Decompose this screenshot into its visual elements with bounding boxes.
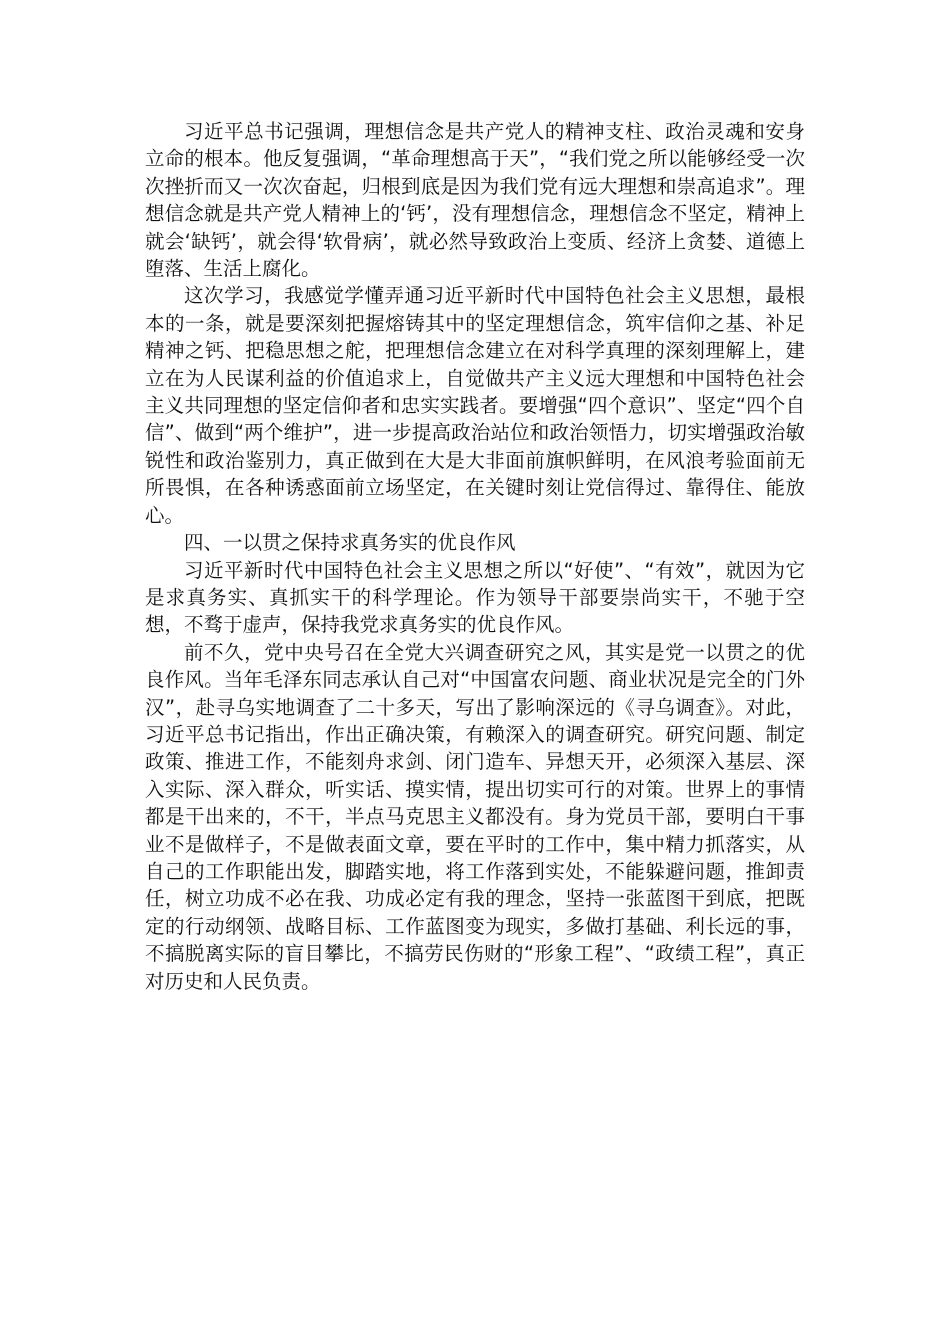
paragraph-practical-theory: 习近平新时代中国特色社会主义思想之所以“好使”、“有效”，就因为它是求真务实、真抓实干的科学理论。作为领导干部要崇尚实干，不驰于空想，不骛于虚声，保持我党求真务实的优良作风。: [145, 558, 805, 637]
section-heading: 四、一以贯之保持求真务实的优良作风: [184, 531, 516, 555]
document-body: [145, 118, 805, 995]
paragraph-study-reflection: 这次学习，我感觉学懂弄通习近平新时代中国特色社会主义思想，最根本的一条，就是要深刻把握熔铸其中的坚定理想信念，筑牢信仰之基、补足精神之钙、把稳思想之舵，把理想信念建立在对科学真理的深刻理解上，建立在为人民谋利益的价值追求上，自觉做共产主义远大理想和中国特色社会主义共同理想的坚定信仰者和忠实实践者。要增强“四个意识”、坚定“四个自信”、做到“两个维护”，进一步提高政治站位和政治领悟力，切实增强政治敏锐性和政治鉴别力，真正做到在大是大非面前旗帜鲜明，在风浪考验面前无所畏惧，在各种诱惑面前立场坚定，在关键时刻让党信得过、靠得住、能放心。: [145, 284, 805, 527]
paragraph-ideals-faith: 习近平总书记强调，理想信念是共产党人的精神支柱、政治灵魂和安身立命的根本。他反复强调，“革命理想高于天”，“我们党之所以能够经受一次次挫折而又一次次奋起，归根到底是因为我们党有远大理想和崇高追求”。理想信念就是共产党人精神上的‘钙’，没有理想信念，理想信念不坚定，精神上就会‘缺钙’，就会得‘软骨病’，就必然导致政治上变质、经济上贪婪、道德上堕落、生活上腐化。: [145, 120, 805, 281]
paragraph-investigation-research: 前不久，党中央号召在全党大兴调查研究之风，其实是党一以贯之的优良作风。当年毛泽东同志承认自己对“中国富农问题、商业状况是完全的门外汉”，赴寻乌实地调查了二十多天，写出了影响深远的《寻乌调查》。对此，习近平总书记指出，作出正确决策，有赖深入的调查研究。研究问题、制定政策、推进工作，不能刻舟求剑、闭门造车、异想天开，必须深入基层、深入实际、深入群众，听实话、摸实情，提出切实可行的对策。世界上的事情都是干出来的，不干，半点马克思主义都没有。身为党员干部，要明白干事业不是做样子，不是做表面文章，要在平时的工作中，集中精力抓落实，从自己的工作职能出发，脚踏实地，将工作落到实处，不能躲避问题，推卸责任，树立功成不必在我、功成必定有我的理念，坚持一张蓝图干到底，把既定的行动纲领、战略目标、工作蓝图变为现实，多做打基础、利长远的事，不搞脱离实际的盲目攀比，不搞劳民伤财的“形象工程”、“政绩工程”，真正对历史和人民负责。: [145, 640, 805, 993]
